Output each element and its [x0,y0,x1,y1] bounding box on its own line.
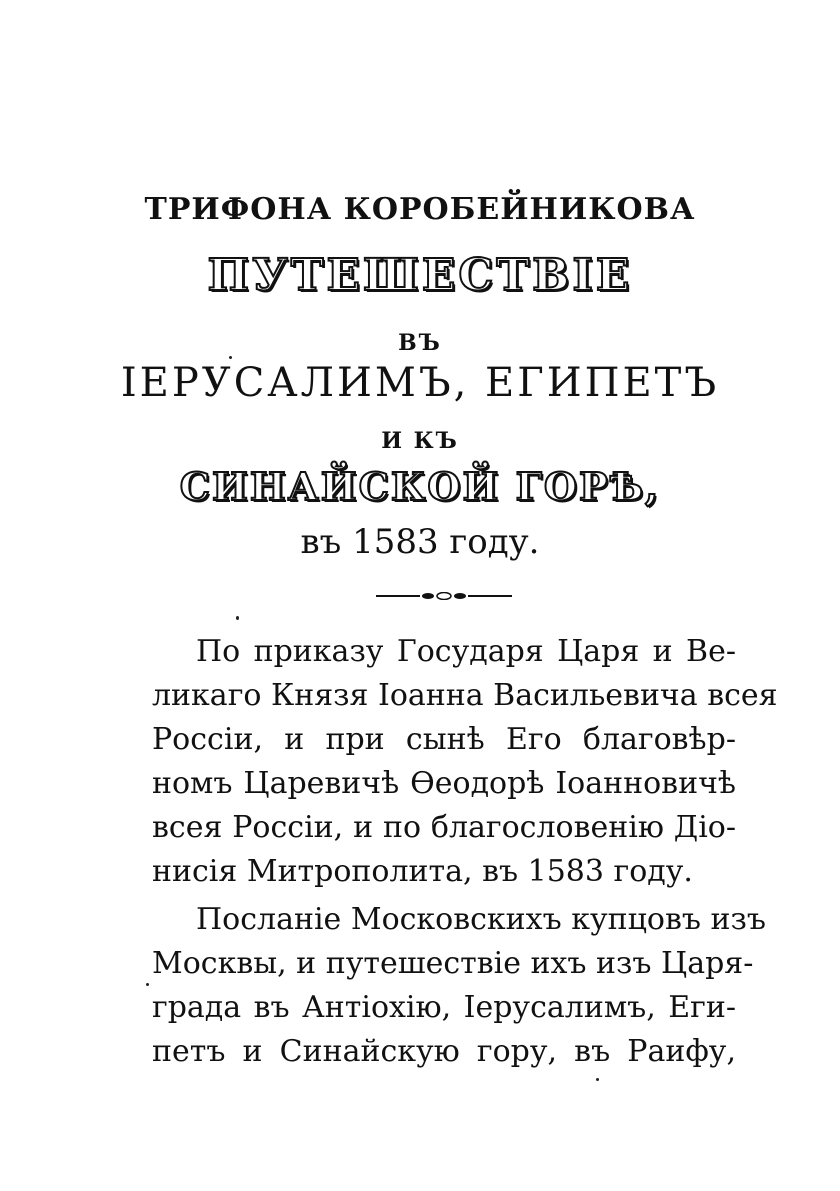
text-line: Посланіе Московскихъ купцовъ изъ [196,902,766,937]
title-sinai: СИНАЙСКОЙ ГОРѢ, [179,464,661,509]
title-preposition-v: ВЪ [398,330,442,356]
print-speck [236,616,239,620]
title-year: въ 1583 году. [300,522,540,562]
text-line: нисія Митрополита, въ 1583 году. [152,854,693,889]
text-line: номъ Царевичѣ Ѳеодорѣ Іоанновичѣ [152,766,736,801]
text-line: града въ Антіохію, Іерусалимъ, Еги- [152,990,736,1025]
ornamental-divider [376,592,512,600]
text-line: ликаго Князя Іоанна Васильевича всея [152,678,778,713]
title-places: ІЕРУСАЛИМЪ, ЕГИПЕТЪ [120,360,720,406]
text-line: петъ и Синайскую гору, въ Раифу, [152,1034,736,1069]
print-speck [146,983,149,986]
text-line: Москвы, и путешествіе ихъ изъ Царя- [152,946,754,981]
print-speck [596,1078,599,1081]
paragraph-decree [152,630,778,894]
title-author: ТРИФОНА КОРОБЕЙНИКОВА [144,192,696,227]
text-line: По приказу Государя Царя и Ве- [196,634,736,669]
print-speck [229,356,232,359]
paragraph-mission [152,898,766,1074]
title-preposition-ik: И КЪ [381,428,459,454]
text-line: всея Россіи, и по благословенію Діо- [152,810,736,845]
text-line: Россіи, и при сынѣ Его благовѣр- [152,722,736,757]
title-journey: ПУТЕШЕСТВІЕ [207,250,633,301]
